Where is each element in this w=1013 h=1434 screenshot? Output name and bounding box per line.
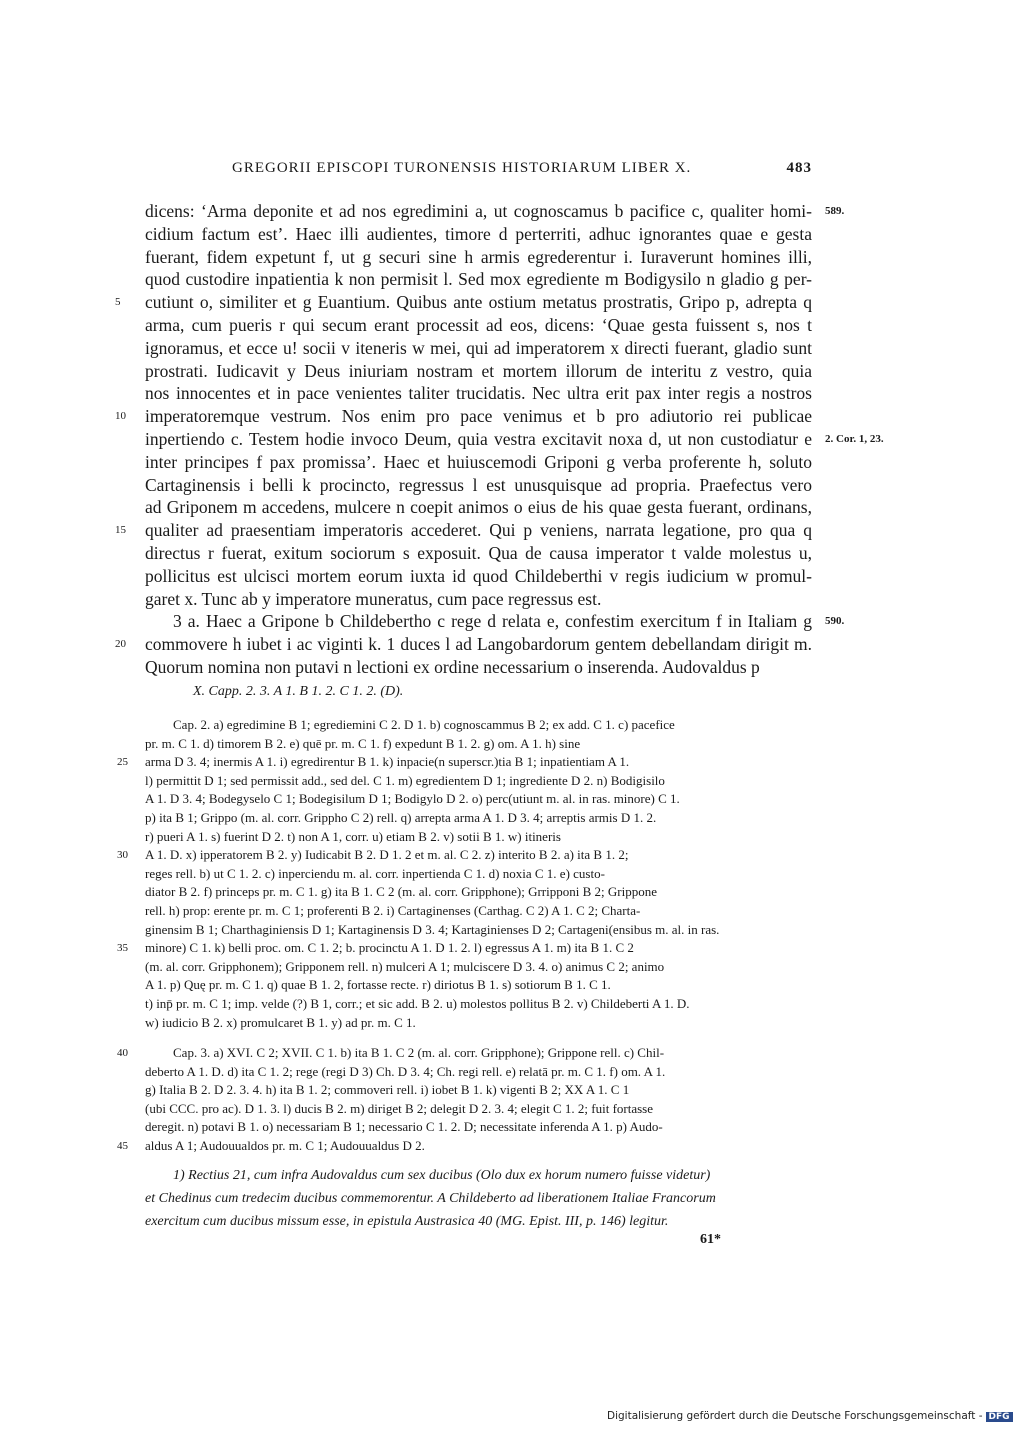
line-text: Cartaginensis i belli k procincto, regressus l est unusquisque ad propria. Praefectus vero: [145, 474, 812, 495]
apparatus-text: deberto A 1. D. d) ita C 1. 2; rege (regi D 3) Ch. D 3. 4; Ch. regi rell. e) relatā pr. m. C 1. f) om. A 1.: [145, 1063, 666, 1079]
line-number: 45: [117, 1140, 128, 1153]
line-text: directus r fuerat, exitum sociorum s exposuit. Qua de causa imperator t valde molestus u,: [145, 542, 812, 563]
text-line: [115, 519, 812, 542]
apparatus-line: [145, 716, 812, 735]
apparatus-text: pr. m. C 1. d) timorem B 2. e) quē pr. m. C 1. f) expedunt B 1. 2. g) om. A 1. h) sine: [145, 735, 581, 751]
apparatus-line: [145, 883, 812, 902]
apparatus-line: [145, 1100, 812, 1119]
line-text: inpertiendo c. Testem hodie invoco Deum, quia vestra excitavit noxa d, ut non custodiatur e: [145, 428, 812, 449]
text-line: [145, 496, 812, 519]
manuscript-sigla: X. Capp. 2. 3. A 1. B 1. 2. C 1. 2. (D).: [193, 684, 404, 699]
line-text: arma, cum pueris r qui secum erant processit ad eos, dicens: ‘Quae gesta fuissent s, nos t: [145, 314, 812, 335]
critical-apparatus: [117, 716, 812, 1156]
apparatus-line: [145, 809, 812, 828]
apparatus-text: diator B 2. f) princeps pr. m. C 1. g) ita B 1. C 2 (m. al. corr. Gripphone); Grripponi B 2; Grippone: [145, 884, 657, 900]
apparatus-line: [117, 1044, 812, 1063]
margin-note: 589.: [825, 205, 845, 217]
apparatus-text: reges rell. b) ut C 1. 2. c) inperciendu m. al. corr. inpertienda C 1. d) noxia C 1. e) custo-: [145, 865, 605, 881]
text-line: [145, 588, 812, 611]
line-number: 25: [117, 756, 128, 769]
text-line: [145, 314, 812, 337]
line-text: dicens: ‘Arma deponite et ad nos egredimini a, ut cognoscamus b pacifice c, qualiter homi-: [145, 201, 812, 221]
apparatus-line: [117, 846, 812, 865]
apparatus-text: arma D 3. 4; inermis A 1. i) egredirentur B 1. k) inpacie(n superscr.)tia B 1; inpatientiam A 1.: [145, 754, 630, 770]
apparatus-text: minore) C 1. k) belli proc. om. C 1. 2; b. procinctu A 1. D 1. 2. l) egressus A 1. m) ita B 1. C 2: [145, 940, 634, 956]
apparatus-line: [145, 995, 812, 1014]
credit-text: Digitalisierung gefördert durch die Deutsche Forschungsgemeinschaft -: [607, 1410, 983, 1422]
footnote-line: exercitum cum ducibus missum esse, in epistula Austrasica 40 (MG. Epist. III, p. 146) legitur.: [145, 1214, 669, 1229]
printer-signature: 61*: [700, 1232, 721, 1247]
margin-note: 2. Cor. 1, 23.: [825, 432, 884, 445]
text-line: [145, 610, 845, 633]
apparatus-text: rell. h) prop: erente pr. m. C 1; proferenti B 2. i) Cartaginenses (Carthag. C 2) A 1. C 2; Charta-: [145, 902, 641, 918]
line-text: ignoramus, et ecce u! socii v iteneris w mei, qui ad imperatorem x directi fuerant, gladio sunt: [145, 337, 812, 358]
text-line: [145, 268, 812, 291]
line-text: Quorum nomina non putavi n lectioni ex ordine necessarium o inserenda. Audovaldus p: [145, 656, 760, 677]
apparatus-line: [145, 1063, 812, 1082]
line-number: 40: [117, 1047, 128, 1060]
dfg-logo: DFG: [986, 1412, 1013, 1422]
text-line: [145, 474, 812, 497]
line-text: cutiunt o, similiter et g Euantium. Quibus ante ostium metatus prostratis, Gripo p, adrepta q: [145, 292, 812, 313]
apparatus-text: l) permittit D 1; sed permissit add., sed del. C 1. m) egredientem D 1; ingrediente D 2. n) Bodigisilo: [145, 772, 665, 788]
text-line: [145, 656, 812, 679]
apparatus-text: aldus A 1; Audouualdos pr. m. C 1; Audouualdus D 2.: [145, 1138, 425, 1154]
apparatus-text: A 1. p) Quę pr. m. C 1. q) quae B 1. 2, fortasse recte. r) diriotus B 1. s) sotiorum B 1. C 1.: [145, 977, 611, 993]
text-line: [145, 451, 812, 474]
line-number: 5: [115, 296, 121, 309]
text-line: [115, 633, 812, 656]
apparatus-text: t) inp̄ pr. m. C 1; imp. velde (?) B 1, corr.; et sic add. B 2. u) molestos pollitus B 2. v) Childeberti A 1. D.: [145, 995, 690, 1011]
text-line: [145, 428, 884, 451]
running-title: GREGORII EPISCOPI TURONENSIS HISTORIARUM LIBER X.: [232, 160, 692, 176]
apparatus-text: Cap. 2. a) egredimine B 1; egrediemini C 2. D 1. b) cognoscammus B 2; ex add. C 1. c) pacefice: [173, 717, 675, 732]
line-text: qualiter ad praesentiam imperatoris accederet. Qui p veniens, narrata legatione, pro qua q: [145, 520, 812, 541]
main-text: [115, 200, 884, 679]
apparatus-text: (ubi CCC. pro ac). D 1. 3. l) ducis B 2. m) diriget B 2; delegit D 2. 3. 4; elegit C 1. 2; fuit fortasse: [145, 1100, 654, 1116]
line-number: 10: [115, 410, 126, 423]
line-text: inter principes f pax promissa’. Haec et huiuscemodi Griponi g verba proferente h, soluto: [145, 451, 812, 472]
line-text: nos innocentes et in pace venientes taliter trucidatis. Nec ultra erit pax inter regis a nostros: [145, 383, 812, 404]
apparatus-line: [117, 1137, 812, 1156]
footnote-line: et Chedinus cum tredecim ducibus commemorentur. A Childeberto ad liberationem Italiae Francorum: [145, 1191, 716, 1206]
apparatus-text: A 1. D 3. 4; Bodegyselo C 1; Bodegisilum D 1; Bodigylo D 2. o) perc(utiunt m. al. in ras. minore) C 1.: [145, 791, 680, 807]
apparatus-text: w) iudicio B 2. x) promulcaret B 1. y) ad pr. m. C 1.: [145, 1014, 416, 1030]
apparatus-text: r) pueri A 1. s) fuerint D 2. t) non A 1, corr. u) etiam B 2. v) sotii B 1. w) itineris: [145, 828, 561, 844]
apparatus-line: [117, 939, 812, 958]
apparatus-text: ginensim B 1; Charthaginiensis D 1; Kartaginensis D 3. 4; Kartaginienses D 2; Cartageni(ensibus m. al. in ras.: [145, 921, 720, 937]
page-number: 483: [786, 160, 812, 176]
text-line: [145, 360, 812, 383]
line-text: fuerant, fidem expetunt f, ut g securi sine h armis egrederentur i. Iuraverunt homines illi,: [145, 246, 812, 267]
apparatus-text: (m. al. corr. Gripphonem); Gripponem rell. n) mulceri A 1; mulciscere D 3. 4. o) animus C 2; animo: [145, 958, 665, 974]
line-text: garet x. Tunc ab y imperatore muneratus, cum pace regressus est.: [145, 588, 602, 609]
text-line: [145, 246, 812, 269]
line-number: 30: [117, 849, 128, 862]
footnote-line: 1) Rectius 21, cum infra Audovaldus cum sex ducibus (Olo dux ex horum numero fuisse videtur): [173, 1168, 711, 1183]
apparatus-line: [145, 1014, 812, 1033]
apparatus-text: deregit. n) potavi B 1. o) necessariam B 1; necessario C 1. 2. D; necessitate inferenda A 1. p) Audo-: [145, 1119, 663, 1135]
line-text: cidium factum est’. Haec illi audientes, timore d perterriti, adhuc ignorantes quae e gesta: [145, 223, 812, 244]
line-text: quod custodire inpatientia k non permisit l. Sed mox egrediente m Bodigysilo n gladio g per-: [145, 269, 812, 290]
line-number: 35: [117, 942, 128, 955]
line-text: ad Griponem m accedens, mulcere n coepit animos o eius de his quae gesta fuerant, ordinans,: [145, 497, 812, 518]
apparatus-line: [145, 790, 812, 809]
line-text: 3 a. Haec a Gripone b Childebertho c rege d relata e, confestim exercitum f in Italiam g: [173, 611, 812, 632]
apparatus-line: [145, 1081, 812, 1100]
line-number: 15: [115, 524, 126, 537]
apparatus-line: [145, 976, 812, 995]
text-line: [145, 200, 845, 223]
apparatus-line: [145, 735, 812, 754]
line-text: pollicitus est ulcisci mortem eorum iuxta id quod Childeberthi v regis iudicium w promul-: [145, 565, 812, 586]
text-line: [145, 337, 812, 360]
text-line: [145, 382, 812, 405]
line-text: prostrati. Iudicavit y Deus iniuriam nostram et mortem illorum de interitu z vestro, quia: [145, 360, 812, 381]
apparatus-line: [145, 902, 812, 921]
apparatus-line: [145, 921, 812, 940]
apparatus-line: [145, 865, 812, 884]
text-line: [115, 405, 812, 428]
footnote: [145, 1164, 812, 1233]
apparatus-line: [117, 753, 812, 772]
apparatus-text: g) Italia B 2. D 2. 3. 4. h) ita B 1. 2; commoveri rell. i) iobet B 1. k) vigenti B 2; XX A 1. C 1: [145, 1082, 630, 1098]
text-line: [115, 291, 812, 314]
apparatus-text: A 1. D. x) ipperatorem B 2. y) Iudicabit B 2. D 1. 2 et m. al. C 2. z) interito B 2. a) ita B 1. 2;: [145, 847, 629, 863]
line-number: 20: [115, 638, 126, 651]
apparatus-text: p) ita B 1; Grippo (m. al. corr. Grippho C 2) rell. q) arrepta arma A 1. D 3. 4; arreptis armis D 1. 2.: [145, 809, 657, 825]
line-text: imperatoremque vestrum. Nos enim pro pace venimus et b pro adiutorio rei publicae: [145, 406, 812, 427]
text-line: [145, 223, 812, 246]
apparatus-line: [145, 828, 812, 847]
text-line: [145, 542, 812, 565]
text-line: [145, 565, 812, 588]
digitization-credit: [607, 1410, 1013, 1422]
apparatus-line: [145, 1118, 812, 1137]
apparatus-line: [145, 772, 812, 791]
apparatus-text: Cap. 3. a) XVI. C 2; XVII. C 1. b) ita B 1. C 2 (m. al. corr. Gripphone); Grippone rell. c) Chil-: [173, 1045, 665, 1061]
line-text: commovere h iubet i ac viginti k. 1 duces l ad Langobardorum gentem debellandam dirigit m.: [145, 634, 812, 655]
apparatus-line: [145, 958, 812, 977]
margin-note: 590.: [825, 615, 845, 628]
